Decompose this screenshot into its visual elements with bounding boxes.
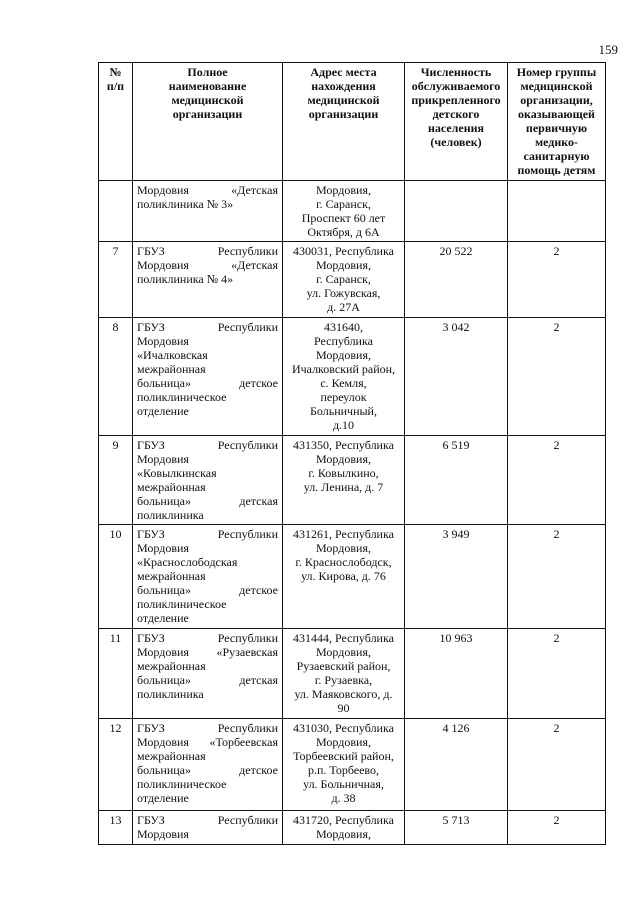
table-row [99,629,606,719]
cell-line: санитарную [523,149,590,163]
group-number: 2 [508,318,606,436]
child-population: 20 522 [405,242,508,318]
cell-line: ГБУЗ Республики [137,631,278,645]
cell-line: отделение [137,404,189,418]
cell-line: г. Рузаевка, [314,673,373,687]
cell-line: Мордовия [137,541,189,555]
group-number [508,181,606,242]
row-number: 11 [99,629,133,719]
cell-line: д.10 [332,418,355,432]
child-population: 5 713 [405,811,508,845]
cell-line: Торбеевский район, [293,749,394,763]
cell-line: Октября, д 6А [307,225,380,239]
cell-line: ГБУЗ Республики [137,438,278,452]
cell-line: «Ичалковская [137,348,208,362]
cell-line: нахождения [311,79,376,93]
cell-line: Адрес места [310,65,377,79]
cell-line: Мордовия [137,827,189,841]
child-population [405,181,508,242]
cell-line: Мордовия, [316,183,371,197]
organization-name [133,811,283,845]
organization-name [133,181,283,242]
cell-line: Больничный, [310,404,377,418]
cell-line: (человек) [430,135,482,149]
cell-line: больница» детская [137,673,278,687]
cell-line: «Ковылкинская [137,466,217,480]
cell-line: больница» детское [137,583,278,597]
cell-line: г. Краснослободск, [295,555,392,569]
organization-name [133,719,283,811]
organization-address [283,629,405,719]
cell-line: 431640, [324,320,363,334]
table-row [99,318,606,436]
cell-line: прикрепленного [411,93,501,107]
cell-line: первичную [525,121,588,135]
page-number: 159 [598,42,618,57]
cell-line: Численность [420,65,492,79]
medical-organizations-table [98,62,606,845]
cell-line: 431350, Республика [293,438,394,452]
cell-line: межрайонная [137,480,206,494]
cell-line: поликлиника № 4» [137,272,234,286]
cell-line: Рузаевский район, [296,659,391,673]
group-number: 2 [508,525,606,629]
cell-line: больница» детское [137,376,278,390]
cell-line: поликлиническое [137,777,227,791]
table-row [99,436,606,525]
cell-line: ГБУЗ Республики [137,527,278,541]
cell-line: д. 38 [331,791,356,805]
cell-line: детского [432,107,480,121]
row-number: 8 [99,318,133,436]
organization-name [133,629,283,719]
organization-name [133,436,283,525]
cell-line: межрайонная [137,659,206,673]
row-number: 7 [99,242,133,318]
cell-line: межрайонная [137,362,206,376]
header-number [99,63,133,181]
group-number: 2 [508,719,606,811]
header-address [283,63,405,181]
table-header-row [99,63,606,181]
row-number: 13 [99,811,133,845]
organization-address [283,242,405,318]
cell-line: г. Саранск, [316,272,371,286]
cell-line: обслуживаемого [411,79,501,93]
organization-address [283,719,405,811]
organization-name [133,318,283,436]
cell-line: «Краснослободская [137,555,238,569]
cell-line: Мордовия, [316,827,371,841]
cell-line: поликлиника № 3» [137,197,234,211]
child-population: 3 042 [405,318,508,436]
cell-line: Номер группы [516,65,597,79]
organization-address [283,811,405,845]
table-row [99,719,606,811]
row-number [99,181,133,242]
cell-line: п/п [106,79,125,93]
cell-line: Мордовия, [316,452,371,466]
cell-line: Мордовия «Детская [137,183,278,197]
cell-line: отделение [137,791,189,805]
header-group-number [508,63,606,181]
header-population [405,63,508,181]
cell-line: поликлиническое [137,390,227,404]
cell-line: ГБУЗ Республики [137,244,278,258]
cell-line: 431444, Республика [293,631,394,645]
group-number: 2 [508,436,606,525]
cell-line: Мордовия, [316,541,371,555]
organization-address [283,318,405,436]
cell-line: медико- [534,135,579,149]
child-population: 6 519 [405,436,508,525]
cell-line: оказывающей [518,107,595,121]
cell-line: ул. Кирова, д. 76 [301,569,386,583]
child-population: 10 963 [405,629,508,719]
cell-line: р.п. Торбеево, [307,763,380,777]
cell-line: медицинской [307,93,380,107]
cell-line: медицинской [520,79,593,93]
cell-line: г. Ковылкино, [308,466,379,480]
cell-line: Мордовия «Рузаевская [137,645,278,659]
cell-line: организации, [520,93,593,107]
cell-line: межрайонная [137,569,206,583]
cell-line: переулок [320,390,367,404]
cell-line: ул. Больничная, [303,777,384,791]
cell-line: ГБУЗ Республики [137,320,278,334]
cell-line: больница» детская [137,494,278,508]
cell-line: организации [308,107,379,121]
table-row [99,811,606,845]
row-number: 9 [99,436,133,525]
child-population: 4 126 [405,719,508,811]
cell-line: Мордовия, [316,645,371,659]
cell-line: медицинской [171,93,244,107]
cell-line: населения [427,121,485,135]
cell-line: Мордовия «Торбеевская [137,735,278,749]
group-number: 2 [508,242,606,318]
cell-line: поликлиническое [137,597,227,611]
cell-line: д. 27А [327,300,360,314]
cell-line: ул. Маяковского, д. [294,687,393,701]
cell-line: 90 [337,701,350,715]
table-row [99,242,606,318]
organization-address [283,436,405,525]
cell-line: Проспект 60 лет [301,211,386,225]
organization-address [283,525,405,629]
cell-line: ГБУЗ Республики [137,813,278,827]
cell-line: Республика [314,334,373,348]
cell-line: ул. Ленина, д. 7 [303,480,384,494]
cell-line: помощь детям [517,163,596,177]
cell-line: Мордовия «Детская [137,258,278,272]
cell-line: организации [172,107,243,121]
cell-line: 431261, Республика [293,527,394,541]
child-population: 3 949 [405,525,508,629]
cell-line: больница» детское [137,763,278,777]
cell-line: г. Саранск, [316,197,371,211]
cell-line: межрайонная [137,749,206,763]
cell-line: № [109,65,122,79]
cell-line: Полное [187,65,228,79]
cell-line: Мордовия, [316,735,371,749]
cell-line: поликлиника [137,508,204,522]
cell-line: ул. Гожувская, [306,286,381,300]
cell-line: наименование [168,79,247,93]
header-organization-name [133,63,283,181]
organization-name [133,525,283,629]
cell-line: Мордовия [137,452,189,466]
cell-line: 431720, Республика [293,813,394,827]
organization-name [133,242,283,318]
cell-line: Мордовия [137,334,189,348]
cell-line: ГБУЗ Республики [137,721,278,735]
cell-line: 431030, Республика [293,721,394,735]
cell-line: Мордовия, [316,258,371,272]
cell-line: 430031, Республика [293,244,394,258]
table-row [99,181,606,242]
cell-line: поликлиника [137,687,204,701]
row-number: 10 [99,525,133,629]
table-row [99,525,606,629]
cell-line: отделение [137,611,189,625]
group-number: 2 [508,629,606,719]
cell-line: Мордовия, [316,348,371,362]
group-number: 2 [508,811,606,845]
cell-line: Ичалковский район, [291,362,396,376]
row-number: 12 [99,719,133,811]
organization-address [283,181,405,242]
cell-line: с. Кемля, [320,376,367,390]
